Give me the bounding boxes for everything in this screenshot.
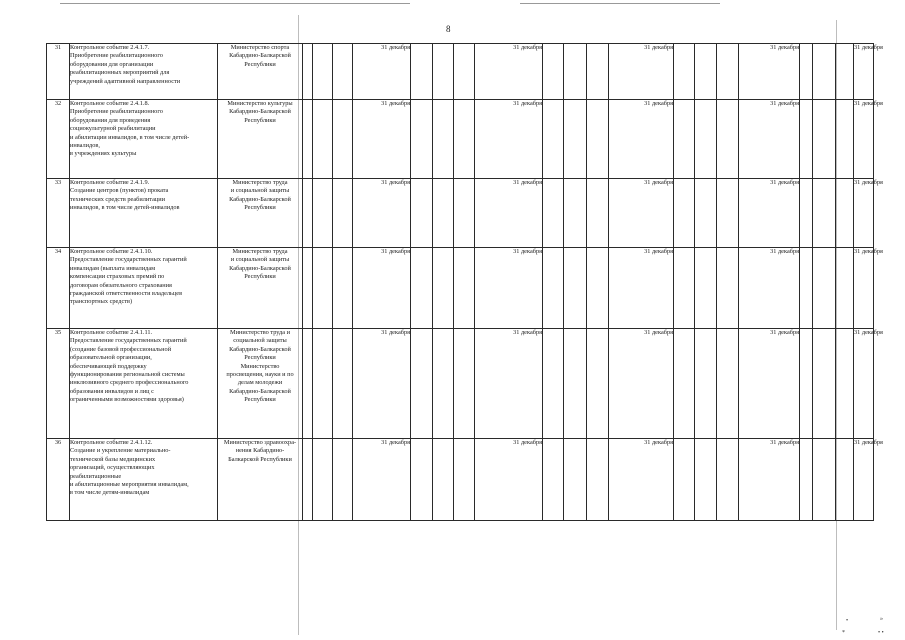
deadline-date: 31 декабря bbox=[854, 439, 874, 521]
empty-cell bbox=[695, 100, 717, 179]
control-event-text: образования инвалидов и лиц с bbox=[70, 387, 154, 395]
deadline-date: 31 декабря bbox=[854, 179, 874, 248]
empty-cell bbox=[433, 179, 454, 248]
table-row bbox=[47, 100, 874, 179]
empty-cell bbox=[543, 439, 564, 521]
deadline-date: 31 декабря bbox=[739, 179, 800, 248]
empty-cell bbox=[813, 439, 836, 521]
empty-cell bbox=[695, 329, 717, 439]
control-event-text: оборудования для организации bbox=[70, 60, 154, 68]
empty-cell bbox=[543, 179, 564, 248]
empty-cell bbox=[674, 179, 695, 248]
empty-cell bbox=[411, 179, 433, 248]
row-number: 35 bbox=[47, 329, 70, 439]
deadline-date: 31 декабря bbox=[739, 44, 800, 100]
empty-cell bbox=[433, 329, 454, 439]
empty-cell bbox=[587, 179, 609, 248]
empty-cell bbox=[433, 100, 454, 179]
empty-cell bbox=[717, 439, 739, 521]
responsible-text: Кабардино-Балкарской bbox=[229, 195, 291, 203]
control-event-text: (создание базовой профессиональной bbox=[70, 345, 172, 353]
control-event-text: договорам обязательного страхования bbox=[70, 281, 172, 289]
empty-cell bbox=[564, 248, 587, 329]
row-number: 34 bbox=[47, 248, 70, 329]
empty-cell bbox=[454, 248, 475, 329]
control-event-text: ограниченными возможностями здоровья) bbox=[70, 396, 184, 404]
control-event-text: организаций, осуществляющих bbox=[70, 464, 155, 472]
empty-cell bbox=[454, 329, 475, 439]
control-event-cell bbox=[70, 248, 218, 329]
empty-cell bbox=[587, 439, 609, 521]
empty-cell bbox=[717, 179, 739, 248]
control-event-text: Контрольное событие 2.4.1.8. bbox=[70, 100, 150, 107]
control-event-text: учреждений адаптивной направленности bbox=[70, 77, 181, 85]
empty-cell bbox=[836, 329, 854, 439]
control-event-text: транспортных средств) bbox=[70, 298, 133, 306]
empty-cell bbox=[587, 329, 609, 439]
empty-cell bbox=[303, 100, 313, 179]
empty-cell bbox=[717, 248, 739, 329]
empty-cell bbox=[800, 100, 813, 179]
deadline-date: 31 декабря bbox=[475, 439, 543, 521]
empty-cell bbox=[333, 100, 353, 179]
control-event-text: компенсации страховых премий по bbox=[70, 273, 165, 281]
empty-cell bbox=[333, 179, 353, 248]
responsible-text: Кабардино-Балкарской bbox=[229, 345, 291, 353]
empty-cell bbox=[454, 439, 475, 521]
empty-cell bbox=[813, 179, 836, 248]
deadline-date: 31 декабря bbox=[353, 329, 411, 439]
deadline-date: 31 декабря bbox=[609, 179, 674, 248]
empty-cell bbox=[564, 100, 587, 179]
empty-cell bbox=[313, 439, 333, 521]
empty-cell bbox=[303, 439, 313, 521]
table-row bbox=[47, 329, 874, 439]
deadline-date: 31 декабря bbox=[854, 329, 874, 439]
empty-cell bbox=[813, 329, 836, 439]
control-event-text: и абилитационные мероприятия инвалидам, bbox=[70, 481, 189, 489]
deadline-date: 31 декабря bbox=[739, 248, 800, 329]
empty-cell bbox=[313, 248, 333, 329]
scan-mark: • • bbox=[878, 630, 884, 636]
control-event-text: образовательной организации, bbox=[70, 354, 152, 362]
empty-cell bbox=[587, 44, 609, 100]
empty-cell bbox=[674, 100, 695, 179]
responsible-text: Министерство здравоохра- bbox=[223, 439, 297, 446]
empty-cell bbox=[800, 329, 813, 439]
row-number: 33 bbox=[47, 179, 70, 248]
schedule-table bbox=[46, 43, 883, 521]
control-event-cell bbox=[70, 179, 218, 248]
deadline-date: 31 декабря bbox=[353, 179, 411, 248]
empty-cell bbox=[564, 179, 587, 248]
empty-cell bbox=[674, 329, 695, 439]
responsible-cell bbox=[218, 439, 303, 521]
deadline-date: 31 декабря bbox=[609, 439, 674, 521]
empty-cell bbox=[313, 100, 333, 179]
responsible-text: Министерство bbox=[240, 362, 280, 370]
control-event-text: реабилитационные bbox=[70, 472, 122, 480]
table-row bbox=[47, 439, 874, 521]
empty-cell bbox=[433, 248, 454, 329]
scan-edge-rule bbox=[60, 3, 410, 4]
deadline-date: 31 декабря bbox=[353, 439, 411, 521]
empty-cell bbox=[695, 248, 717, 329]
responsible-text: Кабардино-Балкарской bbox=[229, 108, 291, 116]
empty-cell bbox=[303, 179, 313, 248]
responsible-text: Министерство спорта bbox=[230, 44, 290, 51]
empty-cell bbox=[695, 44, 717, 100]
control-event-text: инвалидов, bbox=[70, 142, 100, 150]
deadline-date: 31 декабря bbox=[475, 248, 543, 329]
control-event-cell bbox=[70, 439, 218, 521]
control-event-text: реабилитационных мероприятий для bbox=[70, 69, 170, 77]
empty-cell bbox=[411, 439, 433, 521]
responsible-cell bbox=[218, 100, 303, 179]
empty-cell bbox=[333, 44, 353, 100]
control-event-text: функционирования региональной системы bbox=[70, 371, 185, 379]
responsible-cell bbox=[218, 248, 303, 329]
responsible-text: Республики bbox=[244, 116, 276, 124]
empty-cell bbox=[303, 248, 313, 329]
page-number: 8 bbox=[446, 24, 451, 34]
control-event-text: в том числе детям-инвалидам bbox=[70, 489, 150, 497]
empty-cell bbox=[717, 44, 739, 100]
empty-cell bbox=[813, 44, 836, 100]
empty-cell bbox=[800, 248, 813, 329]
empty-cell bbox=[411, 100, 433, 179]
control-event-text: Приобретение реабилитационного bbox=[70, 52, 163, 60]
responsible-text: и социальной защиты bbox=[230, 187, 290, 195]
empty-cell bbox=[800, 439, 813, 521]
deadline-date: 31 декабря bbox=[609, 329, 674, 439]
control-event-cell bbox=[70, 100, 218, 179]
responsible-cell bbox=[218, 329, 303, 439]
responsible-text: Республики bbox=[244, 354, 276, 362]
empty-cell bbox=[564, 439, 587, 521]
responsible-text: Республики bbox=[244, 60, 276, 68]
empty-cell bbox=[695, 439, 717, 521]
deadline-date: 31 декабря bbox=[854, 248, 874, 329]
control-event-text: Контрольное событие 2.4.1.12. bbox=[70, 439, 153, 446]
empty-cell bbox=[800, 179, 813, 248]
empty-cell bbox=[454, 179, 475, 248]
empty-cell bbox=[813, 248, 836, 329]
control-event-text: Контрольное событие 2.4.1.11. bbox=[70, 329, 153, 336]
empty-cell bbox=[333, 248, 353, 329]
empty-cell bbox=[313, 329, 333, 439]
control-event-text: социокультурной реабилитации bbox=[70, 125, 156, 133]
empty-cell bbox=[836, 179, 854, 248]
scan-mark: » bbox=[880, 616, 883, 622]
empty-cell bbox=[587, 248, 609, 329]
row-number: 32 bbox=[47, 100, 70, 179]
responsible-text: Кабардино-Балкарской bbox=[229, 264, 291, 272]
responsible-text: нения Кабардино- bbox=[235, 447, 285, 455]
empty-cell bbox=[564, 329, 587, 439]
table-row bbox=[47, 179, 874, 248]
deadline-date: 31 декабря bbox=[609, 100, 674, 179]
deadline-date: 31 декабря bbox=[609, 44, 674, 100]
empty-cell bbox=[836, 248, 854, 329]
empty-cell bbox=[411, 44, 433, 100]
responsible-text: социальной защиты bbox=[233, 337, 287, 345]
empty-cell bbox=[674, 248, 695, 329]
control-event-text: Контрольное событие 2.4.1.9. bbox=[70, 179, 150, 186]
empty-cell bbox=[543, 248, 564, 329]
control-event-text: Приобретение реабилитационного bbox=[70, 108, 163, 116]
empty-cell bbox=[836, 44, 854, 100]
empty-cell bbox=[836, 439, 854, 521]
control-event-text: Контрольное событие 2.4.1.10. bbox=[70, 248, 153, 255]
deadline-date: 31 декабря bbox=[353, 44, 411, 100]
deadline-date: 31 декабря bbox=[353, 100, 411, 179]
deadline-date: 31 декабря bbox=[854, 44, 874, 100]
table-row bbox=[47, 248, 874, 329]
deadline-date: 31 декабря bbox=[475, 100, 543, 179]
responsible-text: Министерство труда bbox=[232, 179, 288, 186]
responsible-cell bbox=[218, 179, 303, 248]
empty-cell bbox=[800, 44, 813, 100]
deadline-date: 31 декабря bbox=[475, 179, 543, 248]
scan-mark: • bbox=[846, 618, 849, 624]
control-event-text: Контрольное событие 2.4.1.7. bbox=[70, 44, 150, 51]
empty-cell bbox=[411, 329, 433, 439]
empty-cell bbox=[454, 44, 475, 100]
empty-cell bbox=[303, 44, 313, 100]
empty-cell bbox=[587, 100, 609, 179]
row-number: 31 bbox=[47, 44, 70, 100]
control-event-text: технической базы медицинских bbox=[70, 455, 156, 463]
control-event-text: и абилитации инвалидов, в том числе детей- bbox=[70, 133, 190, 141]
responsible-text: Балкарской Республики bbox=[228, 455, 292, 463]
empty-cell bbox=[313, 44, 333, 100]
empty-cell bbox=[454, 100, 475, 179]
responsible-text: Кабардино-Балкарской bbox=[229, 52, 291, 60]
empty-cell bbox=[411, 248, 433, 329]
empty-cell bbox=[333, 329, 353, 439]
table-row bbox=[47, 44, 874, 100]
deadline-date: 31 декабря bbox=[475, 44, 543, 100]
responsible-text: и социальной защиты bbox=[230, 256, 290, 264]
control-event-text: Создание центров (пунктов) проката bbox=[70, 187, 169, 195]
empty-cell bbox=[695, 179, 717, 248]
empty-cell bbox=[543, 329, 564, 439]
empty-cell bbox=[433, 44, 454, 100]
responsible-text: Министерство культуры bbox=[227, 100, 293, 107]
empty-cell bbox=[313, 179, 333, 248]
responsible-text: Республики bbox=[244, 204, 276, 212]
deadline-date: 31 декабря bbox=[475, 329, 543, 439]
scan-edge-rule bbox=[520, 3, 720, 4]
control-event-text: инклюзивного среднего профессионального bbox=[70, 379, 189, 387]
deadline-date: 31 декабря bbox=[739, 439, 800, 521]
responsible-text: Министерство труда и bbox=[230, 329, 290, 336]
control-event-text: Создание и укрепление материально- bbox=[70, 447, 171, 455]
control-event-text: обеспечивающей поддержку bbox=[70, 362, 147, 370]
empty-cell bbox=[813, 100, 836, 179]
control-event-cell bbox=[70, 329, 218, 439]
deadline-date: 31 декабря bbox=[353, 248, 411, 329]
control-event-text: в учреждениях культуры bbox=[70, 150, 137, 158]
control-event-text: Предоставление государственных гарантий bbox=[70, 256, 187, 264]
row-number: 36 bbox=[47, 439, 70, 521]
empty-cell bbox=[543, 44, 564, 100]
empty-cell bbox=[674, 439, 695, 521]
empty-cell bbox=[674, 44, 695, 100]
empty-cell bbox=[717, 100, 739, 179]
control-event-text: инвалидам (выплата инвалидам bbox=[70, 264, 156, 272]
responsible-cell bbox=[218, 44, 303, 100]
control-event-text: гражданской ответственности владельцев bbox=[70, 290, 183, 298]
empty-cell bbox=[836, 100, 854, 179]
deadline-date: 31 декабря bbox=[609, 248, 674, 329]
empty-cell bbox=[564, 44, 587, 100]
scan-mark: * bbox=[842, 630, 845, 636]
responsible-text: Республики bbox=[244, 273, 276, 281]
control-event-text: Предоставление государственных гарантий bbox=[70, 337, 187, 345]
responsible-text: Республики bbox=[244, 396, 276, 404]
control-event-text: технических средств реабилитации bbox=[70, 195, 166, 203]
responsible-text: делам молодежи bbox=[237, 379, 283, 387]
responsible-text: Кабардино-Балкарской bbox=[229, 387, 291, 395]
empty-cell bbox=[333, 439, 353, 521]
empty-cell bbox=[433, 439, 454, 521]
control-event-text: оборудования для проведения bbox=[70, 116, 151, 124]
responsible-text: просвещения, науки и по bbox=[226, 371, 294, 379]
empty-cell bbox=[303, 329, 313, 439]
control-event-cell bbox=[70, 44, 218, 100]
control-event-text: инвалидов, в том числе детей-инвалидов bbox=[70, 204, 180, 212]
deadline-date: 31 декабря bbox=[854, 100, 874, 179]
responsible-text: Министерство труда bbox=[232, 248, 288, 255]
empty-cell bbox=[543, 100, 564, 179]
empty-cell bbox=[717, 329, 739, 439]
deadline-date: 31 декабря bbox=[739, 100, 800, 179]
deadline-date: 31 декабря bbox=[739, 329, 800, 439]
